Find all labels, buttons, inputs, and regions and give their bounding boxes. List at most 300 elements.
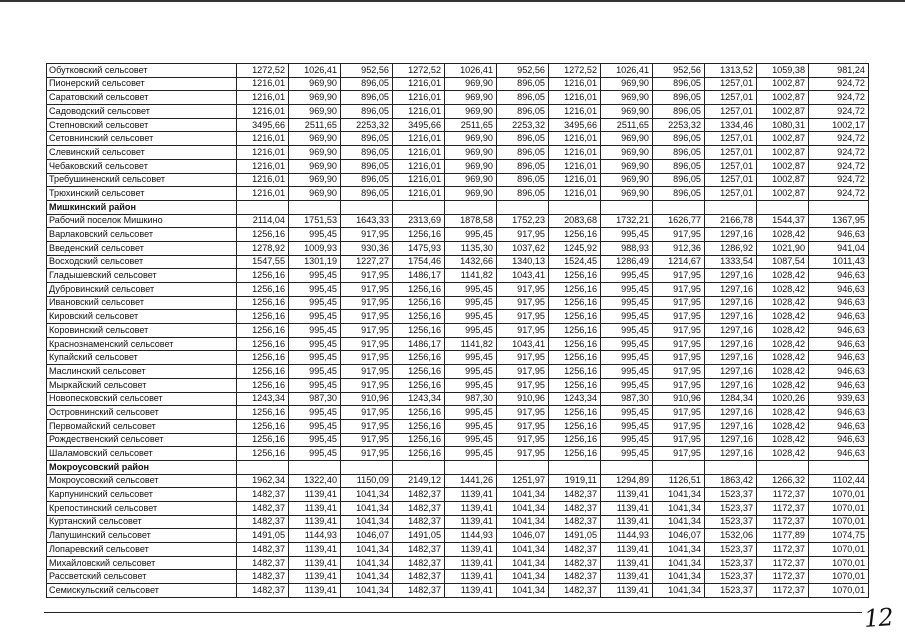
value-cell: 1041,34 xyxy=(497,502,549,516)
value-cell: 3495,66 xyxy=(393,118,445,132)
value-cell: 946,63 xyxy=(809,378,869,392)
value-cell: 917,95 xyxy=(341,296,393,310)
value-cell: 1256,16 xyxy=(237,447,289,461)
value-cell: 1643,33 xyxy=(341,214,393,228)
table-row xyxy=(47,365,869,379)
value-cell: 1256,16 xyxy=(237,365,289,379)
value-cell: 1243,34 xyxy=(393,392,445,406)
value-cell: 2511,65 xyxy=(601,118,653,132)
value-cell: 896,05 xyxy=(341,105,393,119)
value-cell: 995,45 xyxy=(289,269,341,283)
value-cell: 995,45 xyxy=(289,406,341,420)
settlement-name: Маслинский сельсовет xyxy=(47,365,237,379)
value-cell: 1139,41 xyxy=(289,515,341,529)
value-cell: 1256,16 xyxy=(237,419,289,433)
value-cell: 896,05 xyxy=(341,173,393,187)
value-cell: 1256,16 xyxy=(393,365,445,379)
value-cell: 1486,17 xyxy=(393,337,445,351)
table-row xyxy=(47,337,869,351)
value-cell: 1297,16 xyxy=(705,406,757,420)
value-cell: 1028,42 xyxy=(757,378,809,392)
value-cell: 910,96 xyxy=(497,392,549,406)
value-cell: 1482,37 xyxy=(393,543,445,557)
value-cell: 1002,87 xyxy=(757,173,809,187)
value-cell: 917,95 xyxy=(341,406,393,420)
value-cell: 1257,01 xyxy=(705,173,757,187)
value-cell: 1278,92 xyxy=(237,241,289,255)
value-cell: 969,90 xyxy=(445,159,497,173)
value-cell: 995,45 xyxy=(601,365,653,379)
value-cell: 1482,37 xyxy=(549,488,601,502)
value-cell: 1544,37 xyxy=(757,214,809,228)
value-cell: 1139,41 xyxy=(289,556,341,570)
value-cell: 917,95 xyxy=(653,365,705,379)
value-cell: 1482,37 xyxy=(549,515,601,529)
value-cell: 896,05 xyxy=(497,187,549,201)
value-cell: 1172,37 xyxy=(757,502,809,516)
value-cell: 1041,34 xyxy=(341,570,393,584)
settlement-name: Новопесковский сельсовет xyxy=(47,392,237,406)
value-cell: 1256,16 xyxy=(237,324,289,338)
value-cell: 969,90 xyxy=(289,105,341,119)
value-cell: 1135,30 xyxy=(445,241,497,255)
value-cell: 995,45 xyxy=(289,324,341,338)
value-cell: 924,72 xyxy=(809,146,869,160)
value-cell: 917,95 xyxy=(341,283,393,297)
value-cell: 917,95 xyxy=(653,324,705,338)
value-cell xyxy=(601,200,653,214)
value-cell: 917,95 xyxy=(341,337,393,351)
value-cell: 995,45 xyxy=(289,419,341,433)
value-cell: 896,05 xyxy=(497,91,549,105)
value-cell: 1491,05 xyxy=(393,529,445,543)
value-cell: 1070,01 xyxy=(809,502,869,516)
value-cell: 1041,34 xyxy=(341,488,393,502)
value-cell: 917,95 xyxy=(497,365,549,379)
value-cell: 1256,16 xyxy=(549,433,601,447)
value-cell: 1482,37 xyxy=(237,556,289,570)
value-cell: 1059,38 xyxy=(757,64,809,78)
value-cell: 1256,16 xyxy=(393,283,445,297)
value-cell: 896,05 xyxy=(653,91,705,105)
value-cell: 1272,52 xyxy=(237,64,289,78)
value-cell: 1009,93 xyxy=(289,241,341,255)
value-cell: 1333,54 xyxy=(705,255,757,269)
value-cell xyxy=(445,460,497,474)
value-cell: 1102,44 xyxy=(809,474,869,488)
value-cell: 1141,82 xyxy=(445,337,497,351)
value-cell: 1139,41 xyxy=(289,584,341,598)
value-cell: 1256,16 xyxy=(393,310,445,324)
value-cell: 896,05 xyxy=(341,91,393,105)
value-cell: 1297,16 xyxy=(705,296,757,310)
value-cell: 917,95 xyxy=(497,378,549,392)
value-cell: 969,90 xyxy=(445,173,497,187)
value-cell: 1256,16 xyxy=(549,269,601,283)
value-cell: 995,45 xyxy=(601,324,653,338)
value-cell: 1139,41 xyxy=(445,543,497,557)
value-cell: 995,45 xyxy=(289,378,341,392)
value-cell: 1256,16 xyxy=(237,310,289,324)
value-cell: 917,95 xyxy=(653,447,705,461)
value-cell: 1257,01 xyxy=(705,77,757,91)
value-cell: 1919,11 xyxy=(549,474,601,488)
value-cell: 1482,37 xyxy=(393,584,445,598)
value-cell: 1256,16 xyxy=(237,269,289,283)
value-cell: 2253,32 xyxy=(341,118,393,132)
value-cell: 1256,16 xyxy=(549,378,601,392)
table-row xyxy=(47,392,869,406)
settlement-name: Ивановский сельсовет xyxy=(47,296,237,310)
value-cell: 969,90 xyxy=(289,187,341,201)
value-cell: 1216,01 xyxy=(237,187,289,201)
value-cell: 1041,34 xyxy=(653,556,705,570)
table-row xyxy=(47,187,869,201)
settlement-name: Карпунинский сельсовет xyxy=(47,488,237,502)
value-cell: 995,45 xyxy=(445,406,497,420)
value-cell: 896,05 xyxy=(497,105,549,119)
value-cell: 1172,37 xyxy=(757,584,809,598)
value-cell: 1256,16 xyxy=(393,378,445,392)
value-cell: 910,96 xyxy=(653,392,705,406)
value-cell: 1041,34 xyxy=(341,556,393,570)
value-cell: 969,90 xyxy=(445,91,497,105)
value-cell: 969,90 xyxy=(445,132,497,146)
value-cell: 1257,01 xyxy=(705,146,757,160)
table-row xyxy=(47,570,869,584)
table-row xyxy=(47,64,869,78)
value-cell: 1041,34 xyxy=(497,584,549,598)
value-cell: 930,36 xyxy=(341,241,393,255)
page-number: 12 xyxy=(863,603,894,633)
value-cell: 917,95 xyxy=(341,447,393,461)
value-cell: 1037,62 xyxy=(497,241,549,255)
settlement-name: Трюхинский сельсовет xyxy=(47,187,237,201)
value-cell: 3495,66 xyxy=(549,118,601,132)
value-cell: 1216,01 xyxy=(393,173,445,187)
value-cell: 1523,37 xyxy=(705,488,757,502)
table-row xyxy=(47,433,869,447)
table-row xyxy=(47,556,869,570)
value-cell: 1002,87 xyxy=(757,77,809,91)
value-cell: 969,90 xyxy=(445,146,497,160)
value-cell: 1041,34 xyxy=(497,556,549,570)
value-cell xyxy=(497,460,549,474)
value-cell: 917,95 xyxy=(497,351,549,365)
value-cell: 1245,92 xyxy=(549,241,601,255)
value-cell: 1028,42 xyxy=(757,447,809,461)
value-cell: 1216,01 xyxy=(237,173,289,187)
value-cell: 1087,54 xyxy=(757,255,809,269)
value-cell: 1297,16 xyxy=(705,283,757,297)
value-cell: 1754,46 xyxy=(393,255,445,269)
value-cell: 1070,01 xyxy=(809,570,869,584)
value-cell xyxy=(549,200,601,214)
value-cell: 1139,41 xyxy=(601,515,653,529)
value-cell: 1272,52 xyxy=(393,64,445,78)
value-cell: 995,45 xyxy=(445,365,497,379)
value-cell: 946,63 xyxy=(809,419,869,433)
value-cell: 987,30 xyxy=(445,392,497,406)
value-cell: 1432,66 xyxy=(445,255,497,269)
value-cell: 952,56 xyxy=(653,64,705,78)
table-row xyxy=(47,529,869,543)
value-cell: 1043,41 xyxy=(497,269,549,283)
value-cell: 1482,37 xyxy=(237,570,289,584)
value-cell: 1475,93 xyxy=(393,241,445,255)
value-cell: 1070,01 xyxy=(809,543,869,557)
value-cell: 917,95 xyxy=(653,228,705,242)
value-cell: 1256,16 xyxy=(393,447,445,461)
value-cell xyxy=(705,460,757,474)
value-cell: 1139,41 xyxy=(289,543,341,557)
value-cell xyxy=(393,460,445,474)
value-cell xyxy=(341,200,393,214)
value-cell: 1256,16 xyxy=(237,433,289,447)
table-body xyxy=(47,64,869,598)
value-cell: 995,45 xyxy=(445,419,497,433)
table-row xyxy=(47,543,869,557)
value-cell: 917,95 xyxy=(497,296,549,310)
value-cell: 2313,69 xyxy=(393,214,445,228)
value-cell: 1046,07 xyxy=(341,529,393,543)
value-cell: 1626,77 xyxy=(653,214,705,228)
value-cell: 1441,26 xyxy=(445,474,497,488)
value-cell: 946,63 xyxy=(809,310,869,324)
value-cell: 1486,17 xyxy=(393,269,445,283)
value-cell: 1144,93 xyxy=(289,529,341,543)
value-cell: 1256,16 xyxy=(549,365,601,379)
value-cell: 1297,16 xyxy=(705,337,757,351)
table-row xyxy=(47,474,869,488)
settlement-name: Саратовский сельсовет xyxy=(47,91,237,105)
value-cell: 1266,32 xyxy=(757,474,809,488)
value-cell: 1751,53 xyxy=(289,214,341,228)
value-cell: 917,95 xyxy=(653,296,705,310)
value-cell: 995,45 xyxy=(601,433,653,447)
value-cell: 1080,31 xyxy=(757,118,809,132)
value-cell: 1294,89 xyxy=(601,474,653,488)
value-cell: 1216,01 xyxy=(549,187,601,201)
settlement-name: Первомайский сельсовет xyxy=(47,419,237,433)
value-cell: 1322,40 xyxy=(289,474,341,488)
value-cell: 896,05 xyxy=(341,187,393,201)
table-row xyxy=(47,378,869,392)
value-cell: 924,72 xyxy=(809,77,869,91)
value-cell: 1216,01 xyxy=(549,91,601,105)
value-cell: 1863,42 xyxy=(705,474,757,488)
value-cell: 1216,01 xyxy=(549,105,601,119)
value-cell: 1139,41 xyxy=(445,515,497,529)
value-cell: 987,30 xyxy=(289,392,341,406)
table-row xyxy=(47,105,869,119)
value-cell: 1286,92 xyxy=(705,241,757,255)
value-cell: 1256,16 xyxy=(393,228,445,242)
value-cell: 1002,17 xyxy=(809,118,869,132)
value-cell xyxy=(497,200,549,214)
value-cell: 917,95 xyxy=(653,337,705,351)
table-row xyxy=(47,132,869,146)
value-cell: 1216,01 xyxy=(237,77,289,91)
value-cell: 1002,87 xyxy=(757,132,809,146)
value-cell: 939,63 xyxy=(809,392,869,406)
value-cell: 896,05 xyxy=(341,159,393,173)
value-cell: 995,45 xyxy=(289,365,341,379)
value-cell: 969,90 xyxy=(601,105,653,119)
value-cell: 896,05 xyxy=(497,146,549,160)
value-cell xyxy=(237,460,289,474)
value-cell: 910,96 xyxy=(341,392,393,406)
value-cell: 995,45 xyxy=(289,433,341,447)
value-cell: 1256,16 xyxy=(549,337,601,351)
value-cell: 1216,01 xyxy=(237,132,289,146)
value-cell: 1297,16 xyxy=(705,351,757,365)
value-cell xyxy=(809,460,869,474)
value-cell: 946,63 xyxy=(809,228,869,242)
value-cell: 917,95 xyxy=(341,378,393,392)
value-cell: 1216,01 xyxy=(549,132,601,146)
value-cell: 917,95 xyxy=(497,433,549,447)
settlement-name: Слевинский сельсовет xyxy=(47,146,237,160)
settlement-name: Требушиненский сельсовет xyxy=(47,173,237,187)
value-cell: 995,45 xyxy=(601,283,653,297)
value-cell: 1172,37 xyxy=(757,515,809,529)
value-cell: 3495,66 xyxy=(237,118,289,132)
value-cell: 917,95 xyxy=(341,433,393,447)
value-cell: 1256,16 xyxy=(393,324,445,338)
value-cell: 969,90 xyxy=(601,91,653,105)
value-cell: 896,05 xyxy=(653,105,705,119)
value-cell: 1216,01 xyxy=(549,146,601,160)
value-cell: 1041,34 xyxy=(653,543,705,557)
table-row xyxy=(47,406,869,420)
value-cell xyxy=(289,200,341,214)
value-cell: 969,90 xyxy=(601,173,653,187)
value-cell: 1297,16 xyxy=(705,310,757,324)
value-cell: 1002,87 xyxy=(757,187,809,201)
value-cell: 2253,32 xyxy=(497,118,549,132)
value-cell: 912,36 xyxy=(653,241,705,255)
value-cell: 1216,01 xyxy=(237,105,289,119)
value-cell: 946,63 xyxy=(809,406,869,420)
value-cell: 1491,05 xyxy=(237,529,289,543)
value-cell: 969,90 xyxy=(601,187,653,201)
value-cell: 2114,04 xyxy=(237,214,289,228)
value-cell: 1028,42 xyxy=(757,296,809,310)
value-cell: 1002,87 xyxy=(757,159,809,173)
settlement-name: Купайский сельсовет xyxy=(47,351,237,365)
value-cell: 1139,41 xyxy=(601,556,653,570)
table-row xyxy=(47,228,869,242)
value-cell: 1011,43 xyxy=(809,255,869,269)
value-cell: 1041,34 xyxy=(653,488,705,502)
settlement-name: Рассветский сельсовет xyxy=(47,570,237,584)
value-cell: 969,90 xyxy=(445,187,497,201)
value-cell: 1334,46 xyxy=(705,118,757,132)
value-cell: 946,63 xyxy=(809,296,869,310)
value-cell: 1028,42 xyxy=(757,406,809,420)
settlement-name: Шаламовский сельсовет xyxy=(47,447,237,461)
value-cell: 1041,34 xyxy=(341,584,393,598)
value-cell: 1002,87 xyxy=(757,91,809,105)
value-cell: 917,95 xyxy=(341,365,393,379)
value-cell: 1041,34 xyxy=(341,515,393,529)
value-cell: 1257,01 xyxy=(705,105,757,119)
value-cell: 1256,16 xyxy=(549,351,601,365)
value-cell: 917,95 xyxy=(653,351,705,365)
value-cell: 1243,34 xyxy=(549,392,601,406)
value-cell: 1214,67 xyxy=(653,255,705,269)
value-cell: 969,90 xyxy=(289,132,341,146)
value-cell: 995,45 xyxy=(289,447,341,461)
value-cell: 1070,01 xyxy=(809,556,869,570)
value-cell: 1139,41 xyxy=(289,570,341,584)
value-cell: 946,63 xyxy=(809,324,869,338)
settlement-name: Мокроусовский сельсовет xyxy=(47,474,237,488)
table-row xyxy=(47,159,869,173)
value-cell: 896,05 xyxy=(653,146,705,160)
value-cell: 969,90 xyxy=(445,77,497,91)
value-cell: 1216,01 xyxy=(549,173,601,187)
value-cell: 1139,41 xyxy=(289,488,341,502)
value-cell: 1126,51 xyxy=(653,474,705,488)
value-cell: 941,04 xyxy=(809,241,869,255)
value-cell: 995,45 xyxy=(289,283,341,297)
value-cell: 1028,42 xyxy=(757,419,809,433)
value-cell: 995,45 xyxy=(601,447,653,461)
value-cell: 1256,16 xyxy=(237,228,289,242)
value-cell: 2166,78 xyxy=(705,214,757,228)
value-cell: 917,95 xyxy=(653,406,705,420)
table-row xyxy=(47,118,869,132)
value-cell: 917,95 xyxy=(653,419,705,433)
value-cell: 1491,05 xyxy=(549,529,601,543)
value-cell: 1070,01 xyxy=(809,584,869,598)
value-cell: 1340,13 xyxy=(497,255,549,269)
value-cell: 1028,42 xyxy=(757,283,809,297)
value-cell: 1256,16 xyxy=(237,351,289,365)
value-cell: 1144,93 xyxy=(445,529,497,543)
value-cell: 917,95 xyxy=(653,269,705,283)
value-cell: 1523,37 xyxy=(705,543,757,557)
value-cell: 1172,37 xyxy=(757,556,809,570)
table-row xyxy=(47,324,869,338)
value-cell: 2511,65 xyxy=(289,118,341,132)
value-cell: 1139,41 xyxy=(601,502,653,516)
district-name: Мокроусовский район xyxy=(47,460,237,474)
settlement-name: Семискульский сельсовет xyxy=(47,584,237,598)
value-cell: 1216,01 xyxy=(237,159,289,173)
value-cell xyxy=(289,460,341,474)
value-cell: 2511,65 xyxy=(445,118,497,132)
value-cell: 1482,37 xyxy=(393,556,445,570)
settlement-name: Варлаковский сельсовет xyxy=(47,228,237,242)
value-cell: 1257,01 xyxy=(705,159,757,173)
value-cell: 1482,37 xyxy=(549,502,601,516)
value-cell: 995,45 xyxy=(445,351,497,365)
table-row xyxy=(47,77,869,91)
value-cell: 924,72 xyxy=(809,132,869,146)
value-cell: 917,95 xyxy=(341,228,393,242)
value-cell: 1523,37 xyxy=(705,584,757,598)
tariff-table xyxy=(46,63,869,598)
table-row xyxy=(47,515,869,529)
value-cell: 896,05 xyxy=(653,173,705,187)
value-cell: 995,45 xyxy=(601,351,653,365)
settlement-name: Крепостинский сельсовет xyxy=(47,502,237,516)
value-cell: 995,45 xyxy=(601,228,653,242)
value-cell: 969,90 xyxy=(445,105,497,119)
